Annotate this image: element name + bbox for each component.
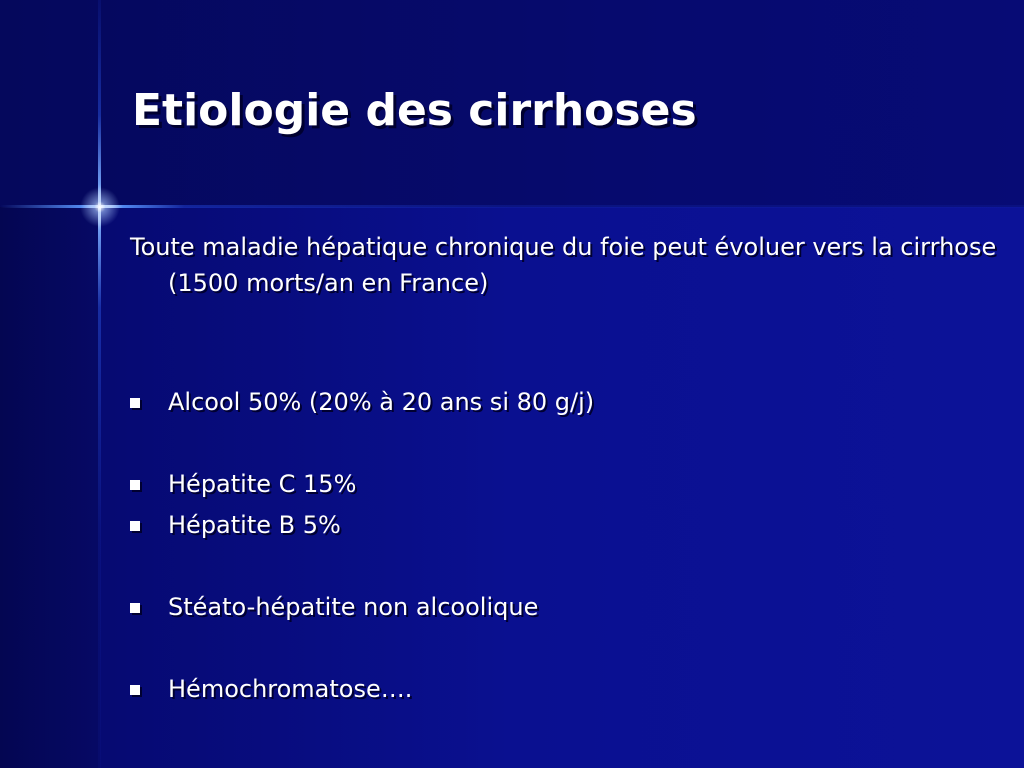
bullet-text: Hémochromatose…. [168,675,413,703]
bullet-text: Hépatite C 15% [168,470,357,498]
square-bullet-icon [130,398,140,408]
bullet-text: Stéato-hépatite non alcoolique [168,593,539,621]
light-flare-icon [80,187,120,227]
square-bullet-icon [130,603,140,613]
slide-title: Etiologie des cirrhoses [132,85,697,136]
vertical-accent-line [98,0,101,768]
horizontal-accent-line [0,205,1024,208]
square-bullet-icon [130,480,140,490]
bullet-text: Alcool 50% (20% à 20 ans si 80 g/j) [168,388,595,416]
square-bullet-icon [130,685,140,695]
bullet-text: Hépatite B 5% [168,511,341,539]
square-bullet-icon [130,521,140,531]
intro-paragraph: Toute maladie hépatique chronique du foie peut évoluer vers la cirrhose (1500 morts/an en France) [130,233,997,297]
left-band [0,207,100,768]
